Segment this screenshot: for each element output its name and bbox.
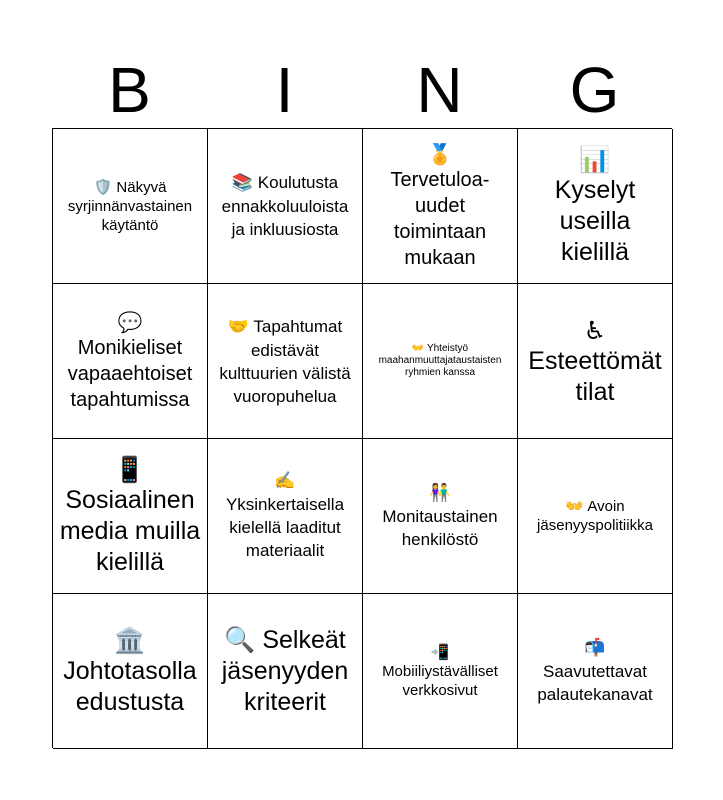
bingo-header (52, 52, 672, 128)
bingo-cell[interactable] (518, 439, 673, 594)
bar-chart-icon: 📊 (579, 145, 611, 174)
open-hands-icon: 👐 (565, 497, 585, 515)
bingo-cell-label: Kyselyt useilla kielillä (554, 176, 636, 266)
mailbox-icon: 📬 (584, 637, 606, 658)
open-hands-icon: 👐 (411, 343, 425, 354)
bingo-cell[interactable] (53, 439, 208, 594)
header-letter-b: B (108, 54, 151, 126)
bingo-cell-label: Yksinkertaisella kielellä laaditut materiaalit (225, 495, 345, 560)
shield-icon: 🛡️ (93, 177, 113, 196)
handshake-icon: 🤝 (227, 316, 249, 337)
bingo-cell-label: Tapahtumat edistävät kulttuurien välistä vuoropuhelua (219, 316, 351, 406)
bingo-cell[interactable] (208, 129, 363, 284)
bingo-cell-label: Monikieliset vapaaehtoiset tapahtumissa (67, 337, 193, 411)
mobile-phone-icon: 📱 (114, 455, 146, 484)
bingo-cell-label: Yhteistyö maahanmuuttajataustaisten ryhmien kanssa (378, 343, 502, 378)
bingo-cell[interactable] (363, 594, 518, 749)
bingo-cell[interactable] (363, 284, 518, 439)
bingo-cell-label: Selkeät jäsenyyden kriteerit (221, 626, 349, 716)
mobile-arrow-icon: 📲 (430, 642, 450, 661)
bingo-cell[interactable] (518, 594, 673, 749)
books-icon: 📚 (231, 173, 254, 193)
bingo-card (52, 128, 672, 748)
speech-bubble-icon: 💬 (117, 310, 143, 334)
classical-building-icon: 🏛️ (114, 625, 146, 655)
bingo-cell[interactable] (53, 284, 208, 439)
bingo-cell[interactable] (208, 594, 363, 749)
bingo-cell[interactable] (518, 284, 673, 439)
header-letter-g: G (569, 54, 620, 126)
bingo-cell-label: Tervetuloa-uudet toimintaan mukaan (390, 169, 490, 269)
bingo-cell[interactable] (518, 129, 673, 284)
header-letter-i: I (275, 54, 294, 126)
bingo-cell-label: Avoin jäsenyyspolitiikka (537, 498, 653, 534)
bingo-cell[interactable] (53, 594, 208, 749)
bingo-cell-label: Monitaustainen henkilöstö (382, 506, 498, 549)
bingo-cell[interactable] (363, 439, 518, 594)
people-holding-hands-icon: 👫 (429, 482, 451, 503)
bingo-cell-label: Saavutettavat palautekanavat (537, 661, 653, 704)
medal-icon: 🏅 (427, 142, 453, 166)
bingo-cell-label: Näkyvä syrjinnänvastainen käytäntö (67, 178, 193, 234)
writing-hand-icon: ✍️ (274, 471, 296, 491)
bingo-cell[interactable] (208, 284, 363, 439)
bingo-cell[interactable] (208, 439, 363, 594)
header-letter-n: N (416, 54, 463, 126)
bingo-cell-label: Sosiaalinen media muilla kielillä (59, 486, 201, 576)
bingo-cell-label: Koulutusta ennakkoluuloista ja inkluusiosta (221, 173, 349, 239)
magnifying-glass-icon: 🔍 (224, 625, 256, 654)
bingo-cell-label: Johtotasolla edustusta (63, 656, 197, 716)
wheelchair-icon: ♿ (583, 315, 607, 345)
bingo-cell-label: Esteettömät tilat (528, 346, 662, 406)
bingo-cell[interactable] (53, 129, 208, 284)
bingo-cell[interactable] (363, 129, 518, 284)
bingo-cell-label: Mobiiliystävälliset verkkosivut (382, 662, 498, 699)
